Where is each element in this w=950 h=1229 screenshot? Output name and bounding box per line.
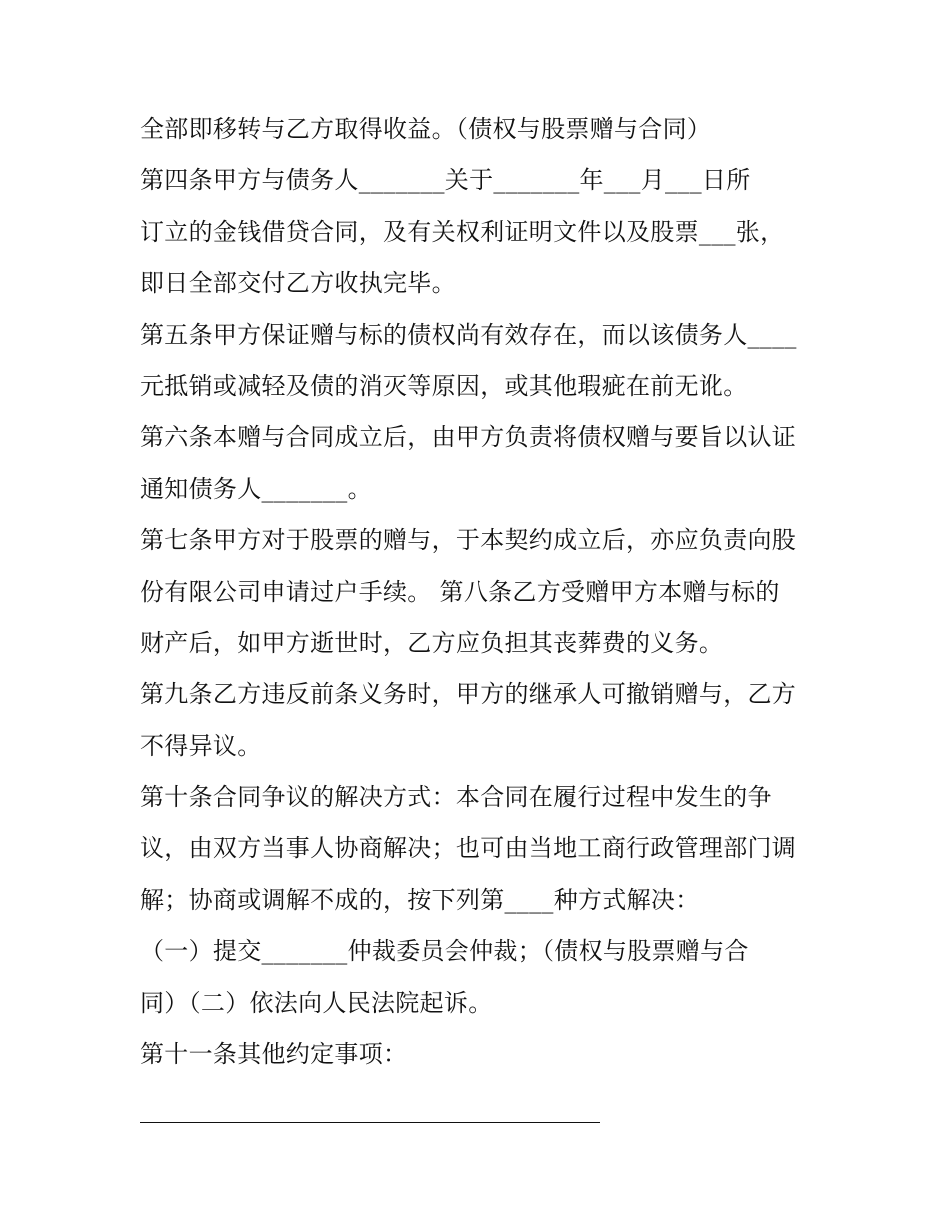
text-line: 财产后，如甲方逝世时，乙方应负担其丧葬费的义务。 bbox=[140, 628, 724, 657]
text-line: （一）提交_______仲裁委员会仲裁；（债权与股票赠与合 bbox=[140, 937, 749, 966]
blank-fill-line bbox=[140, 1080, 820, 1131]
text-line: 第五条甲方保证赠与标的债权尚有效存在，而以该债务人____ bbox=[140, 320, 797, 349]
text-line: 第九条乙方违反前条义务时，甲方的继承人可撤销赠与，乙方 bbox=[140, 680, 797, 709]
text-line: 同）（二）依法向人民法院起诉。 bbox=[140, 988, 493, 1017]
text-line: 议，由双方当事人协商解决；也可由当地工商行政管理部门调 bbox=[140, 834, 797, 863]
text-line: 不得异议。 bbox=[140, 731, 262, 760]
text-line: 份有限公司申请过户手续。 第八条乙方受赠甲方本赠与标的 bbox=[140, 577, 780, 606]
contract-text bbox=[140, 104, 820, 1132]
text-line: 第六条本赠与合同成立后，由甲方负责将债权赠与要旨以认证 bbox=[140, 423, 797, 452]
text-line: 第十条合同争议的解决方式：本合同在履行过程中发生的争 bbox=[140, 783, 772, 812]
text-line: 解；协商或调解不成的，按下列第____种方式解决： bbox=[140, 885, 700, 914]
text-line: 第四条甲方与债务人_______关于_______年___月___日所 bbox=[140, 166, 751, 195]
text-line: 即日全部交付乙方收执完毕。 bbox=[140, 269, 456, 298]
text-line: 全部即移转与乙方取得收益。（债权与股票赠与合同） bbox=[140, 115, 712, 143]
text-line: 元抵销或减轻及债的消灭等原因，或其他瑕疵在前无讹。 bbox=[140, 371, 748, 400]
text-line: 订立的金钱借贷合同，及有关权利证明文件以及股票___张， bbox=[140, 217, 785, 246]
underline-rule bbox=[140, 1122, 600, 1123]
text-line: 第十一条其他约定事项： bbox=[140, 1040, 408, 1069]
text-line: 第七条甲方对于股票的赠与，于本契约成立后，亦应负责向股 bbox=[140, 526, 797, 555]
text-line: 通知债务人_______。 bbox=[140, 474, 372, 503]
